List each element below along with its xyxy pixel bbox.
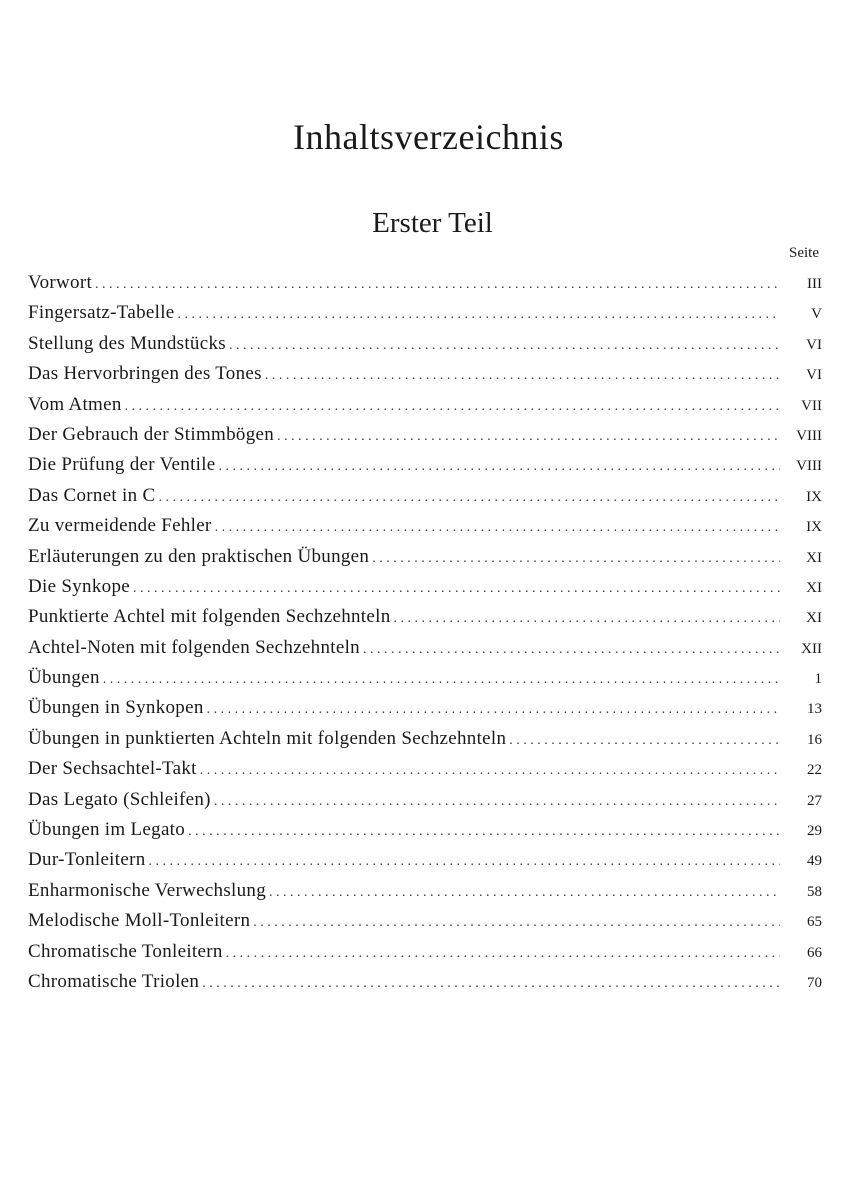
toc-entry-page-number: 27 <box>807 792 822 809</box>
dot-leader <box>229 338 780 354</box>
toc-entry-page-number: VI <box>806 367 822 384</box>
toc-entry <box>28 880 822 910</box>
toc-entry <box>28 424 822 454</box>
toc-entry-label: Melodische Moll-Tonleitern <box>28 910 251 932</box>
dot-leader <box>277 429 780 445</box>
toc-entry <box>28 728 822 758</box>
toc-entry <box>28 849 822 879</box>
dot-leader <box>125 399 780 415</box>
toc-entry-label: Übungen in punktierten Achteln mit folgenden Sechzehnteln <box>28 727 507 749</box>
toc-entry-label: Das Legato (Schleifen) <box>28 788 211 810</box>
dot-leader <box>509 733 780 749</box>
toc-entry <box>28 910 822 940</box>
dot-leader <box>269 885 780 901</box>
toc-entry <box>28 515 822 545</box>
toc-entry <box>28 363 822 393</box>
toc-entry <box>28 454 822 484</box>
dot-leader <box>372 551 780 567</box>
toc-entry-label: Punktierte Achtel mit folgenden Sechzehnteln <box>28 606 391 628</box>
toc-entry-label: Zu vermeidende Fehler <box>28 515 212 537</box>
toc-entry-label: Übungen in Synkopen <box>28 697 204 719</box>
toc-entry <box>28 789 822 819</box>
toc-entry-label: Stellung des Mundstücks <box>28 332 226 354</box>
toc-entry-page-number: 58 <box>807 883 822 900</box>
dot-leader <box>219 459 780 475</box>
toc-entry <box>28 302 822 332</box>
toc-entry <box>28 333 822 363</box>
toc-entry-page-number: VIII <box>796 458 822 475</box>
toc-entry-page-number: IX <box>806 519 822 536</box>
dot-leader <box>207 702 780 718</box>
toc-entry <box>28 637 822 667</box>
toc-entry <box>28 272 822 302</box>
toc-entry-label: Vom Atmen <box>28 393 122 415</box>
dot-leader <box>202 976 780 992</box>
toc-entry-page-number: VIII <box>796 427 822 444</box>
toc-entry <box>28 394 822 424</box>
toc-entry-page-number: XI <box>806 610 822 627</box>
toc-entry-page-number: IX <box>806 488 822 505</box>
toc-entry-page-number: XI <box>806 579 822 596</box>
dot-leader <box>95 277 780 293</box>
toc-entry <box>28 758 822 788</box>
dot-leader <box>188 824 780 840</box>
toc-entry-label: Die Synkope <box>28 575 130 597</box>
toc-entry-page-number: 65 <box>807 914 822 931</box>
dot-leader <box>103 672 780 688</box>
dot-leader <box>394 611 781 627</box>
toc-entry-label: Übungen <box>28 667 100 689</box>
toc-entry <box>28 941 822 971</box>
dot-leader <box>158 490 780 506</box>
toc-entry <box>28 606 822 636</box>
toc-entry-page-number: XI <box>806 549 822 566</box>
toc-entry <box>28 576 822 606</box>
toc-entry-label: Die Prüfung der Ventile <box>28 454 216 476</box>
toc-entry-label: Erläuterungen zu den praktischen Übungen <box>28 545 370 567</box>
toc-entry-label: Enharmonische Verwechslung <box>28 879 267 901</box>
dot-leader <box>253 915 780 931</box>
section-title: Erster Teil <box>372 207 493 240</box>
toc-entry-label: Dur-Tonleitern <box>28 849 146 871</box>
toc-entry-page-number: 22 <box>807 762 822 779</box>
toc-entry <box>28 485 822 515</box>
dot-leader <box>214 794 780 810</box>
dot-leader <box>149 854 780 870</box>
toc-entry-page-number: 66 <box>807 944 822 961</box>
toc-entry-label: Das Hervorbringen des Tones <box>28 363 262 385</box>
toc-entry <box>28 667 822 697</box>
toc-entry-label: Das Cornet in C <box>28 484 156 506</box>
dot-leader <box>200 763 780 779</box>
dot-leader <box>226 946 780 962</box>
toc-entry-label: Vorwort <box>28 272 93 293</box>
toc-entry-label: Chromatische Tonleitern <box>28 940 223 962</box>
dot-leader <box>133 581 780 597</box>
dot-leader <box>265 368 780 384</box>
page-title: Inhaltsverzeichnis <box>293 117 564 158</box>
dot-leader <box>215 520 780 536</box>
toc-entry-page-number: VII <box>801 397 822 414</box>
toc-entry-page-number: VI <box>806 336 822 353</box>
toc-entry <box>28 971 822 1001</box>
toc-entry-page-number: 29 <box>807 823 822 840</box>
toc-entry-page-number: 49 <box>807 853 822 870</box>
toc-entry-label: Fingersatz-Tabelle <box>28 302 175 324</box>
toc-entry-page-number: 70 <box>807 974 822 991</box>
toc-entry-page-number: 13 <box>807 701 822 718</box>
toc-entry-label: Chromatische Triolen <box>28 970 200 992</box>
dot-leader <box>363 642 780 658</box>
toc-entry-label: Der Gebrauch der Stimmbögen <box>28 423 275 445</box>
toc-entry-label: Achtel-Noten mit folgenden Sechzehnteln <box>28 636 360 658</box>
dot-leader <box>178 307 780 323</box>
toc-entry-page-number: XII <box>801 640 822 657</box>
toc-entry <box>28 819 822 849</box>
toc-entry-page-number: V <box>811 306 822 323</box>
toc-entry-page-number: 16 <box>807 731 822 748</box>
toc-entry-page-number: III <box>807 276 822 292</box>
toc-entry-label: Übungen im Legato <box>28 819 186 841</box>
toc-entry-label: Der Sechsachtel-Takt <box>28 758 197 780</box>
toc-entry <box>28 697 822 727</box>
toc-entry <box>28 546 822 576</box>
table-of-contents <box>28 272 822 1001</box>
toc-entry-page-number: 1 <box>814 671 822 688</box>
page-column-header: Seite <box>789 245 819 261</box>
